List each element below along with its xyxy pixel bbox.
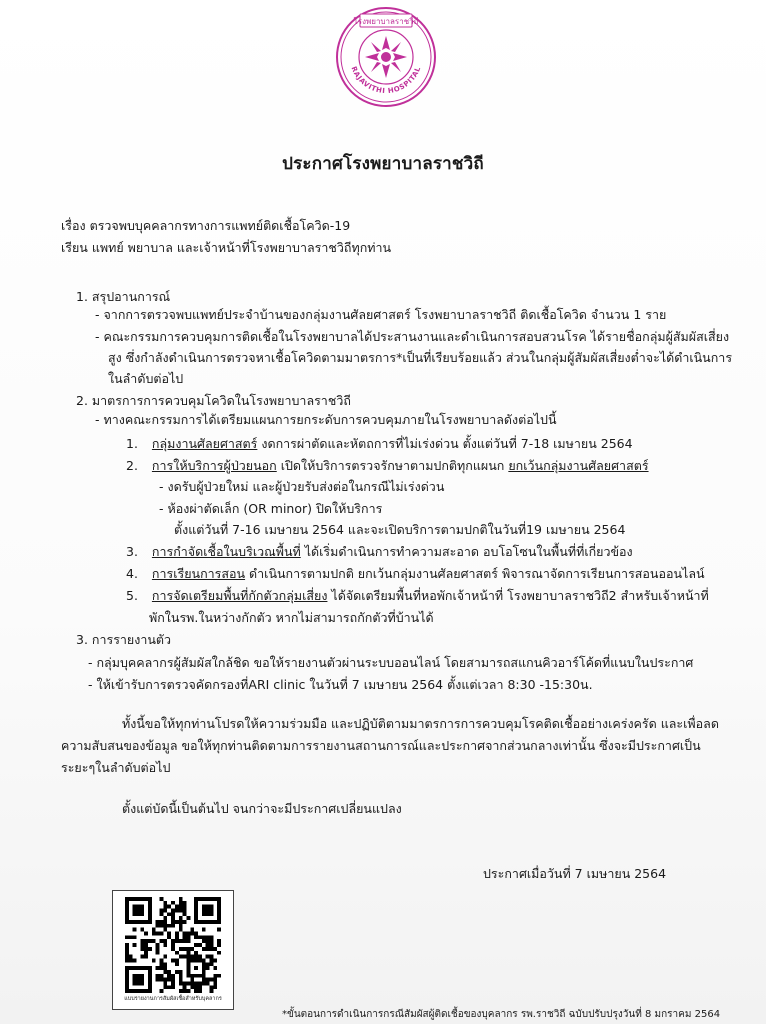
measure-2	[126, 458, 649, 474]
measure-4-text: ดำเนินการตามปกติ ยกเว้นกลุ่มงานศัลยศาสตร์ พิจารณาจัดการเรียนการสอนออนไลน์	[245, 566, 705, 581]
qr-code-card[interactable]	[112, 890, 234, 1010]
section-3-bullet-1: - กลุ่มบุคคลากรผู้สัมผัสใกล้ชิด ขอให้รายงานตัวผ่านระบบออนไลน์ โดยสามารถสแกนคิวอาร์โค้ดที่แนบในประกาศ	[88, 655, 694, 670]
closing-line-3: ระยะๆในลำดับต่อไป	[61, 760, 171, 775]
section-3-bullet-2: - ให้เข้ารับการตรวจคัดกรองที่ARI clinic ในวันที่ 7 เมษายน 2564 ตั้งแต่เวลา 8:30 -15:30น.	[88, 677, 593, 692]
section-1-heading: 1. สรุปอานการณ์	[76, 289, 171, 304]
measure-2-sub-2: - ห้องผ่าตัดเล็ก (OR minor) ปิดให้บริการ	[159, 501, 383, 516]
measure-1-text: งดการผ่าตัดและหัตถการที่ไม่เร่งด่วน ตั้งแต่วันที่ 7-18 เมษายน 2564	[257, 436, 633, 451]
measure-3-text: ได้เริ่มดำเนินการทำความสะอาด อบโอโซนในพื้นที่ที่เกี่ยวข้อง	[300, 544, 633, 559]
measure-2-title: การให้บริการผู้ป่วยนอก	[151, 458, 277, 473]
footnote: *ขั้นตอนการดำเนินการกรณีสัมผัสผู้ติดเชื้อของบุคลากร รพ.ราชวิถี ฉบับปรับปรุงวันที่ 8 มกราคม 2564	[282, 1009, 721, 1020]
measure-5	[126, 588, 709, 604]
seal-top-text: โรงพยาบาลราชวิถี	[353, 17, 419, 26]
section-1-bullet-2-line-2: สูง ซึ่งกำลังดำเนินการตรวจหาเชื้อโควิดตามมาตรการ*เป็นที่เรียบร้อยแล้ว ส่วนในกลุ่มผู้สัมผัสเสี่ยงต่ำจะได้ดำเนินการ	[108, 350, 733, 365]
measure-2-text: เปิดให้บริการตรวจรักษาตามปกติทุกแผนก	[276, 458, 509, 473]
measure-1-title: กลุ่มงานศัลยศาสตร์	[151, 436, 258, 451]
measure-2-sub-3: ตั้งแต่วันที่ 7-16 เมษายน 2564 และจะเปิดบริการตามปกติในวันที่19 เมษายน 2564	[174, 522, 626, 537]
measure-3	[126, 544, 633, 560]
recipient-line: เรียน แพทย์ พยาบาล และเจ้าหน้าที่โรงพยาบาลราชวิถีทุกท่าน	[61, 240, 392, 255]
measure-1-number: 1.	[126, 436, 138, 451]
qr-code-icon[interactable]	[125, 897, 221, 993]
measure-2-sub-1: - งดรับผู้ป่วยใหม่ และผู้ป่วยรับส่งต่อในกรณีไม่เร่งด่วน	[159, 479, 445, 494]
measure-5-title: การจัดเตรียมพื้นที่กักตัวกลุ่มเสี่ยง	[151, 588, 328, 603]
section-2-bullet-1: - ทางคณะกรรมการได้เตรียมแผนการยกระดับการควบคุมภายในโรงพยาบาลดังต่อไปนี้	[95, 412, 557, 427]
hospital-seal	[335, 6, 437, 108]
measure-5-text: ได้จัดเตรียมพื้นที่หอพักเจ้าหน้าที่ โรงพยาบาลราชวิถี2 สำหรับเจ้าหน้าที่	[327, 588, 709, 603]
announcement-date: ประกาศเมื่อวันที่ 7 เมษายน 2564	[483, 866, 667, 881]
section-1-bullet-2-line-3: ในลำดับต่อไป	[108, 371, 184, 386]
measure-3-title: การกำจัดเชื้อในบริเวณพื้นที่	[151, 544, 301, 559]
section-2-heading: 2. มาตรการการควบคุมโควิดในโรงพยาบาลราชวิถี	[76, 393, 351, 408]
measure-3-number: 3.	[126, 544, 138, 559]
measure-4-title: การเรียนการสอน	[151, 566, 246, 581]
effective-statement: ตั้งแต่บัดนี้เป็นต้นไป จนกว่าจะมีประกาศเปลี่ยนแปลง	[122, 801, 402, 816]
measure-4-number: 4.	[126, 566, 138, 581]
qr-caption: แบบรายงานการสัมผัสเชื้อสำหรับบุคลากร	[124, 996, 222, 1002]
seal-bottom-text: RAJAVITHI HOSPITAL	[349, 65, 423, 96]
page-title: ประกาศโรงพยาบาลราชวิถี	[282, 154, 484, 174]
section-3-heading: 3. การรายงานตัว	[76, 632, 172, 647]
closing-line-1: ทั้งนี้ขอให้ทุกท่านโปรดให้ความร่วมมือ และปฏิบัติตามมาตรการการควบคุมโรคติดเชื้ออย่างเคร่งครัด และเพื่อลด	[122, 716, 719, 731]
seal-emblem-icon	[335, 6, 437, 108]
measure-5-line-2: พักในรพ.ในหว่างกักตัว หากไม่สามารถกักตัวที่บ้านได้	[149, 610, 434, 625]
measure-2-exception: ยกเว้นกลุ่มงานศัลยศาสตร์	[508, 458, 649, 473]
measure-4	[126, 566, 705, 582]
closing-line-2: ความสับสนของข้อมูล ขอให้ทุกท่านติดตามการรายงานสถานการณ์และประกาศจากส่วนกลางเท่านั้น ซึ่งจะมีประกาศเป็น	[61, 738, 701, 753]
measure-1	[126, 436, 633, 452]
measure-2-number: 2.	[126, 458, 138, 473]
section-1-bullet-1: - จากการตรวจพบแพทย์ประจำบ้านของกลุ่มงานศัลยศาสตร์ โรงพยาบาลราชวิถี ติดเชื้อโควิด จำนวน 1 ราย	[95, 307, 667, 322]
section-1-bullet-2-line-1: - คณะกรรมการควบคุมการติดเชื้อในโรงพยาบาลได้ประสานงานและดำเนินการสอบสวนโรค ได้รายชื่อกลุ่มผู้สัมผัสเสี่ยง	[95, 329, 730, 344]
subject-line: เรื่อง ตรวจพบบุคคลากรทางการแพทย์ติดเชื้อโควิด-19	[61, 218, 351, 233]
measure-5-number: 5.	[126, 588, 138, 603]
